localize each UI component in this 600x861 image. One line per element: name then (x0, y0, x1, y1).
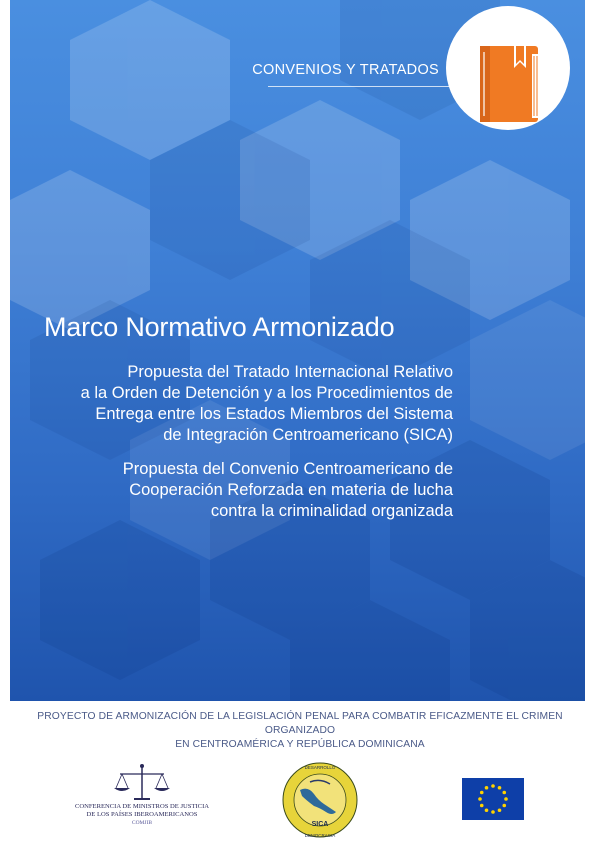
eu-star (478, 797, 482, 801)
sica-seal (280, 760, 360, 840)
comjib-logo (72, 762, 212, 832)
eu-star (504, 797, 508, 801)
cover-title: Marco Normativo Armonizado (44, 312, 395, 342)
comjib-name-line: CONFERENCIA DE MINISTROS DE JUSTICIA (74, 803, 210, 810)
project-line: PROYECTO DE ARMONIZACIÓN DE LA LEGISLACIÓN PENAL PARA COMBATIR EFICAZMENTE EL CRIMEN ORGANIZADO (37, 711, 563, 736)
book-icon (446, 6, 570, 130)
subtitle-line: Cooperación Reforzada en materia de lucha (129, 481, 453, 499)
eu-star (502, 791, 506, 795)
scales-of-justice-icon (72, 762, 212, 802)
series-label: CONVENIOS Y TRATADOS (252, 62, 439, 78)
subtitle-line: Entrega entre los Estados Miembros del Sistema (95, 405, 453, 423)
subtitle-line: a la Orden de Detención y a los Procedimientos de (80, 384, 453, 402)
eu-star (498, 808, 502, 812)
comjib-name-line: DE LOS PAÍSES IBEROAMERICANOS (86, 811, 198, 818)
eu-star (491, 810, 495, 814)
eu-star (480, 804, 484, 808)
sica-label: SICA (311, 821, 329, 828)
eu-star (480, 791, 484, 795)
subtitle-treaty (33, 362, 453, 446)
comjib-abbr: COMJIB (131, 820, 153, 826)
eu-star (502, 804, 506, 808)
subtitle-line: Propuesta del Convenio Centroamericano de (122, 460, 453, 478)
eu-flag-icon (462, 778, 524, 820)
project-description (20, 710, 580, 752)
comjib-name (72, 803, 212, 819)
eu-star (485, 786, 489, 790)
series-badge (446, 6, 570, 130)
sica-top-text: DESARROLLO (304, 765, 336, 770)
sica-bottom-text: DEMOCRACIA (304, 833, 336, 838)
eu-star (498, 786, 502, 790)
eu-star (485, 808, 489, 812)
subtitle-convention (33, 459, 453, 522)
eu-star (491, 784, 495, 788)
subtitle-line: contra la criminalidad organizada (210, 502, 453, 520)
subtitle-line: Propuesta del Tratado Internacional Relativo (127, 363, 453, 381)
series-divider (268, 86, 453, 87)
project-line: EN CENTROAMÉRICA Y REPÚBLICA DOMINICANA (175, 739, 425, 750)
subtitle-line: de Integración Centroamericano (SICA) (163, 426, 453, 444)
